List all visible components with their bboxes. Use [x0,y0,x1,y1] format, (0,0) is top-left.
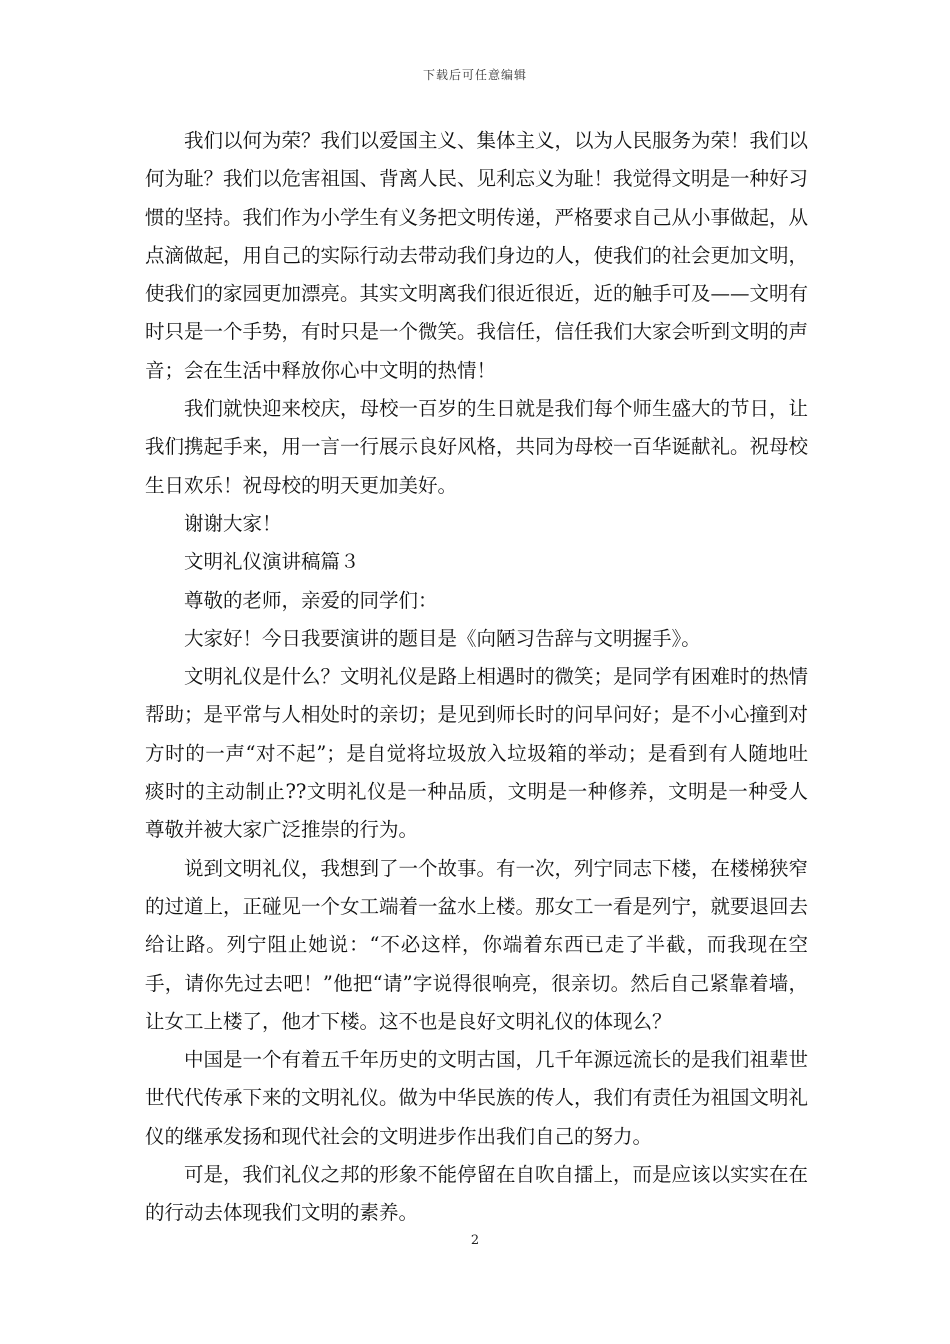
paragraph: 大家好！今日我要演讲的题目是《向陋习告辞与文明握手》。 [184,626,701,650]
paragraph: 中国是一个有着五千年历史的文明古国，几千年源远流长的是我们祖辈世世代代传承下来的文明礼仪。做为中华民族的传人，我们有责任为祖国文明礼仪的继承发扬和现代社会的文明进步作出我们自己的努力。 [145,1048,809,1148]
salutation: 尊敬的老师，亲爱的同学们： [184,588,438,612]
paragraph: 说到文明礼仪，我想到了一个故事。有一次，列宁同志下楼，在楼梯狭窄的过道上，正碰见一个女工端着一盆水上楼。那女工一看是列宁，就要退回去给让路。列宁阻止她说：“不必这样，你端着东西已走了半截，而我现在空手，请你先过去吧！”他把“请”字说得很响亮，很亲切。然后自己紧靠着墙，让女工上楼了，他才下楼。这不也是良好文明礼仪的体现么？ [145,856,809,1033]
document-body [145,122,808,1233]
page-number: 2 [470,1233,480,1248]
paragraph: 我们以何为荣？我们以爱国主义、集体主义，以为人民服务为荣！我们以何为耻？我们以危害祖国、背离人民、见利忘义为耻！我觉得文明是一种好习惯的坚持。我们作为小学生有义务把文明传递，严格要求自己从小事做起，从点滴做起，用自己的实际行动去带动我们身边的人，使我们的社会更加文明，使我们的家园更加漂亮。其实文明离我们很近很近，近的触手可及——文明有时只是一个手势，有时只是一个微笑。我信任，信任我们大家会听到文明的声音；会在生活中释放你心中文明的热情！ [145,129,809,382]
paragraph: 我们就快迎来校庆，母校一百岁的生日就是我们每个师生盛大的节日，让我们携起手来，用一言一行展示良好风格，共同为母校一百华诞献礼。祝母校生日欢乐！祝母校的明天更加美好。 [145,397,809,497]
page-header-note: 下载后可任意编辑 [422,68,527,82]
paragraph: 谢谢大家！ [184,511,282,535]
paragraph: 文明礼仪是什么？文明礼仪是路上相遇时的微笑；是同学有困难时的热情帮助；是平常与人相处时的亲切；是见到师长时的问早问好；是不小心撞到对方时的一声“对不起”；是自觉将垃圾放入垃圾箱的举动；是看到有人随地吐痰时的主动制止??文明礼仪是一种品质，文明是一种修养，文明是一种受人尊敬并被大家广泛推崇的行为。 [145,665,809,842]
section-heading: 文明礼仪演讲稿篇３ [184,550,360,574]
paragraph: 可是，我们礼仪之邦的形象不能停留在自吹自擂上，而是应该以实实在在的行动去体现我们文明的素养。 [145,1163,809,1225]
